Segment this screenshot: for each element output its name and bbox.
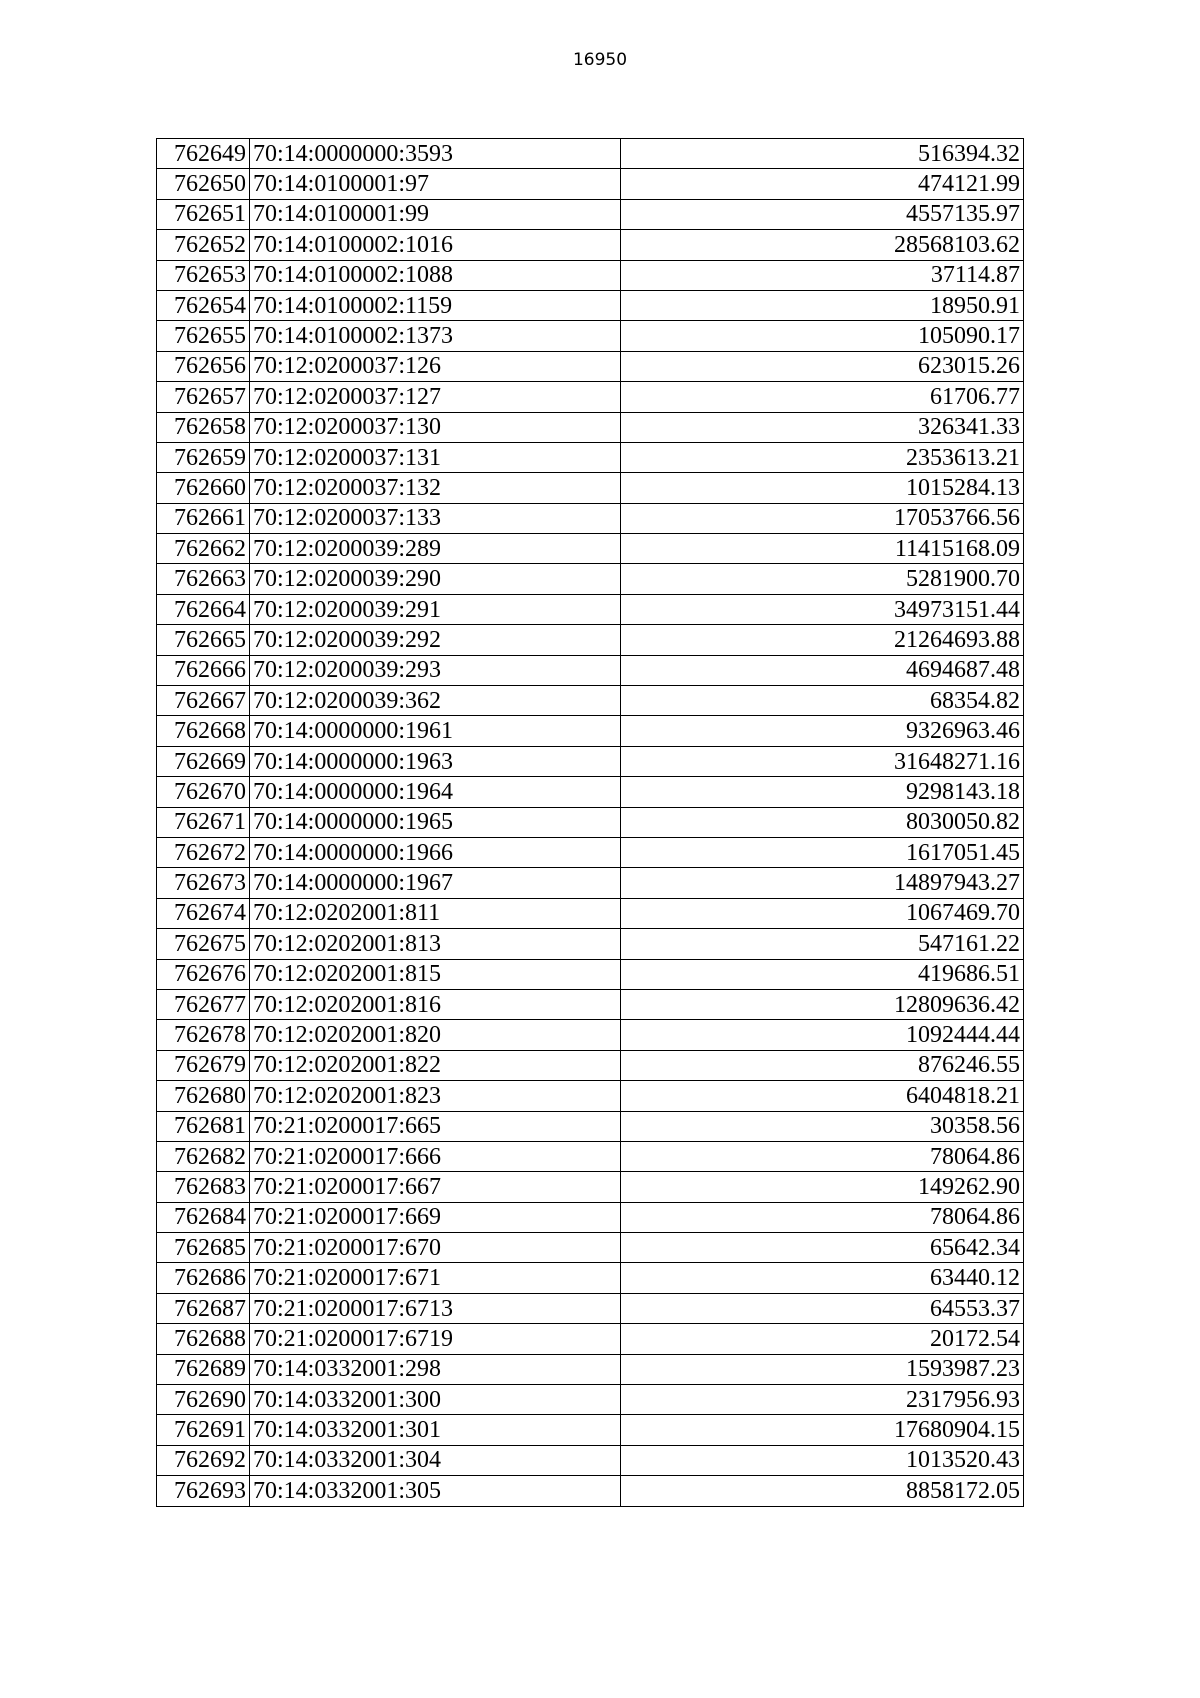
table-row — [157, 1293, 1024, 1323]
cadastral-number-cell: 70:14:0000000:1967 — [250, 868, 621, 898]
value-cell: 1015284.13 — [621, 473, 1024, 503]
cadastral-number-cell: 70:12:0200037:130 — [250, 412, 621, 442]
page-number: 16950 — [572, 50, 628, 70]
value-cell: 14897943.27 — [621, 868, 1024, 898]
table-body — [157, 139, 1024, 1507]
cadastral-number-cell: 70:12:0200037:132 — [250, 473, 621, 503]
row-number-cell: 762669 — [157, 746, 250, 776]
row-number-cell: 762689 — [157, 1354, 250, 1384]
cadastral-number-cell: 70:14:0332001:301 — [250, 1415, 621, 1445]
row-number-cell: 762652 — [157, 230, 250, 260]
table-row — [157, 1324, 1024, 1354]
cadastral-number-cell: 70:14:0332001:298 — [250, 1354, 621, 1384]
value-cell: 9298143.18 — [621, 777, 1024, 807]
value-cell: 516394.32 — [621, 139, 1024, 169]
row-number-cell: 762667 — [157, 686, 250, 716]
value-cell: 876246.55 — [621, 1050, 1024, 1080]
value-cell: 12809636.42 — [621, 989, 1024, 1019]
cadastral-value-table — [156, 138, 1024, 1507]
table-row — [157, 534, 1024, 564]
row-number-cell: 762664 — [157, 594, 250, 624]
value-cell: 326341.33 — [621, 412, 1024, 442]
row-number-cell: 762678 — [157, 1020, 250, 1050]
table-row — [157, 1233, 1024, 1263]
value-cell: 78064.86 — [621, 1141, 1024, 1171]
table-row — [157, 655, 1024, 685]
value-cell: 474121.99 — [621, 169, 1024, 199]
row-number-cell: 762672 — [157, 837, 250, 867]
row-number-cell: 762685 — [157, 1233, 250, 1263]
cadastral-number-cell: 70:12:0200037:126 — [250, 351, 621, 381]
cadastral-number-cell: 70:12:0202001:816 — [250, 989, 621, 1019]
table-row — [157, 1141, 1024, 1171]
cadastral-number-cell: 70:12:0200039:293 — [250, 655, 621, 685]
cadastral-number-cell: 70:12:0202001:822 — [250, 1050, 621, 1080]
value-cell: 8030050.82 — [621, 807, 1024, 837]
table-row — [157, 1445, 1024, 1475]
cadastral-number-cell: 70:21:0200017:666 — [250, 1141, 621, 1171]
table-row — [157, 625, 1024, 655]
cadastral-number-cell: 70:12:0200037:127 — [250, 382, 621, 412]
value-cell: 105090.17 — [621, 321, 1024, 351]
row-number-cell: 762662 — [157, 534, 250, 564]
value-cell: 1593987.23 — [621, 1354, 1024, 1384]
row-number-cell: 762687 — [157, 1293, 250, 1323]
table-row — [157, 351, 1024, 381]
row-number-cell: 762693 — [157, 1476, 250, 1506]
value-cell: 419686.51 — [621, 959, 1024, 989]
table-row — [157, 199, 1024, 229]
cadastral-number-cell: 70:12:0200039:290 — [250, 564, 621, 594]
value-cell: 5281900.70 — [621, 564, 1024, 594]
row-number-cell: 762671 — [157, 807, 250, 837]
table-row — [157, 382, 1024, 412]
cadastral-number-cell: 70:12:0200039:291 — [250, 594, 621, 624]
table-row — [157, 169, 1024, 199]
value-cell: 149262.90 — [621, 1172, 1024, 1202]
row-number-cell: 762659 — [157, 442, 250, 472]
cadastral-number-cell: 70:12:0200037:133 — [250, 503, 621, 533]
table-row — [157, 473, 1024, 503]
cadastral-number-cell: 70:14:0332001:304 — [250, 1445, 621, 1475]
table-row — [157, 1415, 1024, 1445]
row-number-cell: 762680 — [157, 1081, 250, 1111]
value-cell: 30358.56 — [621, 1111, 1024, 1141]
value-cell: 65642.34 — [621, 1233, 1024, 1263]
value-cell: 17680904.15 — [621, 1415, 1024, 1445]
row-number-cell: 762679 — [157, 1050, 250, 1080]
table-row — [157, 412, 1024, 442]
table-row — [157, 321, 1024, 351]
table-row — [157, 1111, 1024, 1141]
cadastral-number-cell: 70:14:0000000:1966 — [250, 837, 621, 867]
cadastral-number-cell: 70:14:0100001:97 — [250, 169, 621, 199]
value-cell: 1617051.45 — [621, 837, 1024, 867]
row-number-cell: 762661 — [157, 503, 250, 533]
row-number-cell: 762656 — [157, 351, 250, 381]
value-cell: 34973151.44 — [621, 594, 1024, 624]
row-number-cell: 762688 — [157, 1324, 250, 1354]
value-cell: 2317956.93 — [621, 1385, 1024, 1415]
value-cell: 2353613.21 — [621, 442, 1024, 472]
cadastral-number-cell: 70:14:0000000:1961 — [250, 716, 621, 746]
row-number-cell: 762681 — [157, 1111, 250, 1141]
cadastral-number-cell: 70:14:0332001:300 — [250, 1385, 621, 1415]
cadastral-number-cell: 70:12:0202001:815 — [250, 959, 621, 989]
value-cell: 37114.87 — [621, 260, 1024, 290]
row-number-cell: 762663 — [157, 564, 250, 594]
cadastral-number-cell: 70:14:0332001:305 — [250, 1476, 621, 1506]
cadastral-number-cell: 70:21:0200017:669 — [250, 1202, 621, 1232]
row-number-cell: 762690 — [157, 1385, 250, 1415]
cadastral-number-cell: 70:21:0200017:6719 — [250, 1324, 621, 1354]
value-cell: 1013520.43 — [621, 1445, 1024, 1475]
table-row — [157, 989, 1024, 1019]
row-number-cell: 762682 — [157, 1141, 250, 1171]
row-number-cell: 762673 — [157, 868, 250, 898]
row-number-cell: 762691 — [157, 1415, 250, 1445]
table-row — [157, 564, 1024, 594]
table-row — [157, 1172, 1024, 1202]
value-cell: 547161.22 — [621, 929, 1024, 959]
table-row — [157, 230, 1024, 260]
value-cell: 63440.12 — [621, 1263, 1024, 1293]
table-row — [157, 290, 1024, 320]
value-cell: 4557135.97 — [621, 199, 1024, 229]
value-cell: 68354.82 — [621, 686, 1024, 716]
cadastral-number-cell: 70:14:0100002:1159 — [250, 290, 621, 320]
row-number-cell: 762677 — [157, 989, 250, 1019]
value-cell: 8858172.05 — [621, 1476, 1024, 1506]
table-row — [157, 898, 1024, 928]
row-number-cell: 762649 — [157, 139, 250, 169]
cadastral-number-cell: 70:21:0200017:665 — [250, 1111, 621, 1141]
table-row — [157, 1081, 1024, 1111]
table-row — [157, 1385, 1024, 1415]
cadastral-number-cell: 70:21:0200017:6713 — [250, 1293, 621, 1323]
cadastral-number-cell: 70:21:0200017:670 — [250, 1233, 621, 1263]
table-row — [157, 868, 1024, 898]
row-number-cell: 762651 — [157, 199, 250, 229]
table-row — [157, 837, 1024, 867]
value-cell: 18950.91 — [621, 290, 1024, 320]
row-number-cell: 762692 — [157, 1445, 250, 1475]
value-cell: 4694687.48 — [621, 655, 1024, 685]
cadastral-number-cell: 70:14:0100002:1373 — [250, 321, 621, 351]
row-number-cell: 762655 — [157, 321, 250, 351]
cadastral-number-cell: 70:12:0202001:811 — [250, 898, 621, 928]
value-cell: 1092444.44 — [621, 1020, 1024, 1050]
cadastral-number-cell: 70:12:0200039:292 — [250, 625, 621, 655]
table-row — [157, 1476, 1024, 1506]
row-number-cell: 762686 — [157, 1263, 250, 1293]
row-number-cell: 762657 — [157, 382, 250, 412]
cadastral-number-cell: 70:12:0202001:820 — [250, 1020, 621, 1050]
value-cell: 21264693.88 — [621, 625, 1024, 655]
table-row — [157, 686, 1024, 716]
table-row — [157, 959, 1024, 989]
cadastral-number-cell: 70:14:0100002:1016 — [250, 230, 621, 260]
value-cell: 9326963.46 — [621, 716, 1024, 746]
cadastral-number-cell: 70:14:0000000:1964 — [250, 777, 621, 807]
row-number-cell: 762650 — [157, 169, 250, 199]
cadastral-number-cell: 70:14:0100002:1088 — [250, 260, 621, 290]
row-number-cell: 762665 — [157, 625, 250, 655]
table-row — [157, 1354, 1024, 1384]
cadastral-number-cell: 70:21:0200017:671 — [250, 1263, 621, 1293]
table-row — [157, 503, 1024, 533]
row-number-cell: 762683 — [157, 1172, 250, 1202]
row-number-cell: 762684 — [157, 1202, 250, 1232]
value-cell: 31648271.16 — [621, 746, 1024, 776]
table-row — [157, 1020, 1024, 1050]
table-row — [157, 777, 1024, 807]
row-number-cell: 762653 — [157, 260, 250, 290]
value-cell: 11415168.09 — [621, 534, 1024, 564]
cadastral-number-cell: 70:21:0200017:667 — [250, 1172, 621, 1202]
value-cell: 17053766.56 — [621, 503, 1024, 533]
table-row — [157, 1202, 1024, 1232]
cadastral-number-cell: 70:14:0000000:1965 — [250, 807, 621, 837]
value-cell: 78064.86 — [621, 1202, 1024, 1232]
row-number-cell: 762660 — [157, 473, 250, 503]
cadastral-number-cell: 70:14:0000000:1963 — [250, 746, 621, 776]
table-row — [157, 139, 1024, 169]
row-number-cell: 762658 — [157, 412, 250, 442]
table-row — [157, 746, 1024, 776]
value-cell: 61706.77 — [621, 382, 1024, 412]
table-row — [157, 929, 1024, 959]
cadastral-number-cell: 70:12:0200039:362 — [250, 686, 621, 716]
cadastral-number-cell: 70:12:0200037:131 — [250, 442, 621, 472]
table-row — [157, 442, 1024, 472]
row-number-cell: 762654 — [157, 290, 250, 320]
row-number-cell: 762674 — [157, 898, 250, 928]
row-number-cell: 762670 — [157, 777, 250, 807]
value-cell: 28568103.62 — [621, 230, 1024, 260]
cadastral-number-cell: 70:12:0202001:823 — [250, 1081, 621, 1111]
table-row — [157, 716, 1024, 746]
row-number-cell: 762666 — [157, 655, 250, 685]
table-row — [157, 260, 1024, 290]
cadastral-number-cell: 70:12:0200039:289 — [250, 534, 621, 564]
cadastral-number-cell: 70:14:0100001:99 — [250, 199, 621, 229]
value-cell: 6404818.21 — [621, 1081, 1024, 1111]
value-cell: 64553.37 — [621, 1293, 1024, 1323]
table-row — [157, 594, 1024, 624]
cadastral-number-cell: 70:12:0202001:813 — [250, 929, 621, 959]
table-row — [157, 1050, 1024, 1080]
row-number-cell: 762675 — [157, 929, 250, 959]
value-cell: 1067469.70 — [621, 898, 1024, 928]
row-number-cell: 762676 — [157, 959, 250, 989]
cadastral-number-cell: 70:14:0000000:3593 — [250, 139, 621, 169]
row-number-cell: 762668 — [157, 716, 250, 746]
table-row — [157, 807, 1024, 837]
table-row — [157, 1263, 1024, 1293]
value-cell: 623015.26 — [621, 351, 1024, 381]
value-cell: 20172.54 — [621, 1324, 1024, 1354]
